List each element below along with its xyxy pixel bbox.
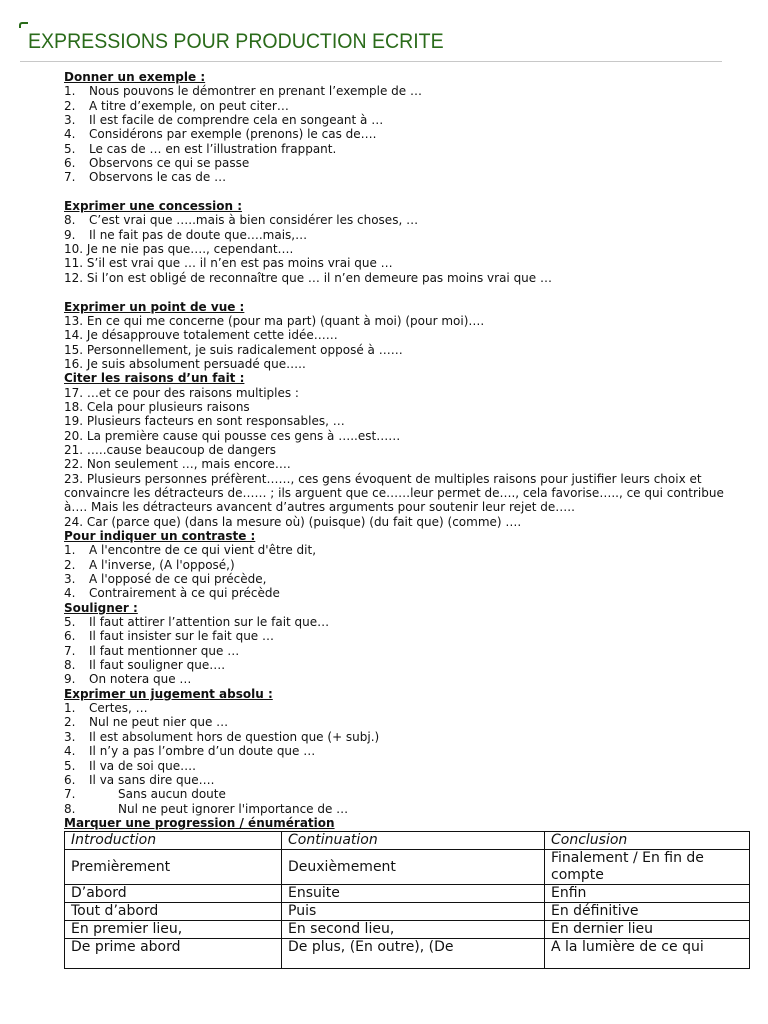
list-item: 1. A l'encontre de ce qui vient d'être dit,: [64, 543, 317, 558]
section-title-jugement: Exprimer un jugement absolu :: [64, 686, 273, 701]
section-title-progression: Marquer une progression / énumération: [64, 815, 335, 830]
table-cell: A la lumière de ce qui: [545, 939, 750, 969]
table-cell: De plus, (En outre), (De: [282, 939, 545, 969]
table-cell: Finalement / En fin de compte: [545, 850, 750, 885]
table-row: [65, 850, 750, 885]
title-divider: [20, 61, 722, 62]
table-cell: En définitive: [545, 903, 750, 921]
list-item: 23. Plusieurs personnes préfèrent……, ces gens évoquent de multiples raisons pour justifier leurs choix et convaincre les détracteurs de…… ; ils arguent que ce……leur permet de…., cela favorise….., ce qui contribue à…. Mais les détracteurs avancent d’autres arguments pour soutenir leur rejet de…..: [64, 471, 724, 515]
spacer: [64, 185, 744, 199]
list-item: 9. Il ne fait pas de doute que….mais,…: [64, 227, 308, 242]
list-item: 10. Je ne nie pas que…., cependant….: [64, 242, 294, 257]
list-item: 8. Nul ne peut ignorer l'importance de …: [64, 801, 349, 816]
list-item: 3. Il est facile de comprendre cela en songeant à …: [64, 113, 384, 128]
list-item: 2. A l'inverse, (A l'opposé,): [64, 557, 235, 572]
table-header-row: [65, 832, 750, 850]
list-item: 8. Il faut souligner que….: [64, 658, 226, 673]
table-cell: Puis: [282, 903, 545, 921]
list-item: 15. Personnellement, je suis radicalement opposé à ……: [64, 342, 403, 357]
list-item: 2. A titre d’exemple, on peut citer…: [64, 98, 289, 113]
document-body: [64, 70, 744, 969]
table-header-cell: Conclusion: [545, 832, 750, 850]
list-item: 8. C’est vrai que …..mais à bien considérer les choses, …: [64, 213, 419, 228]
list-item: 2. Nul ne peut nier que …: [64, 715, 229, 730]
table-row: [65, 903, 750, 921]
list-item: 3. Il est absolument hors de question que (+ subj.): [64, 729, 380, 744]
section-title-concession: Exprimer une concession :: [64, 199, 243, 214]
section-title-contraste: Pour indiquer un contraste :: [64, 529, 256, 543]
list-item: 4. Contrairement à ce qui précède: [64, 586, 280, 601]
list-item: 16. Je suis absolument persuadé que…..: [64, 356, 306, 371]
section-title-exemple: Donner un exemple :: [64, 70, 206, 84]
list-item: 12. Si l’on est obligé de reconnaître que … il n’en demeure pas moins vrai que …: [64, 270, 552, 285]
list-item: 1. Certes, …: [64, 701, 148, 716]
list-item: 5. Il faut attirer l’attention sur le fait que…: [64, 615, 330, 630]
list-item: 4. Considérons par exemple (prenons) le cas de….: [64, 127, 377, 142]
table-header-cell: Continuation: [282, 832, 545, 850]
table-row: [65, 885, 750, 903]
list-item: 17. …et ce pour des raisons multiples :: [64, 385, 299, 400]
list-item: 3. A l'opposé de ce qui précède,: [64, 572, 267, 587]
list-item: 18. Cela pour plusieurs raisons: [64, 399, 250, 414]
table-cell: Deuxièmement: [282, 850, 545, 885]
table-cell: De prime abord: [65, 939, 282, 969]
list-item: 4. Il n’y a pas l’ombre d’un doute que …: [64, 744, 316, 759]
table-cell: Tout d’abord: [65, 903, 282, 921]
list-item: 11. S’il est vrai que … il n’en est pas moins vrai que …: [64, 256, 393, 271]
title-decoration: [19, 22, 28, 28]
table-cell: Enfin: [545, 885, 750, 903]
section-title-souligner: Souligner :: [64, 600, 138, 615]
list-item: 24. Car (parce que) (dans la mesure où) (puisque) (du fait que) (comme) ….: [64, 514, 522, 529]
list-item: 9. On notera que …: [64, 672, 192, 687]
list-item: 6. Il va sans dire que….: [64, 772, 215, 787]
list-item: 7. Observons le cas de …: [64, 170, 227, 185]
table-cell: Premièrement: [65, 850, 282, 885]
list-item: 7. Il faut mentionner que …: [64, 643, 240, 658]
table-cell: D’abord: [65, 885, 282, 903]
table-cell: En premier lieu,: [65, 921, 282, 939]
section-title-raisons: Citer les raisons d’un fait :: [64, 371, 245, 386]
table-row: [65, 939, 750, 969]
list-item: 13. En ce qui me concerne (pour ma part) (quant à moi) (pour moi)….: [64, 313, 485, 328]
list-item: 5. Le cas de … en est l’illustration frappant.: [64, 141, 337, 156]
list-item: 21. …..cause beaucoup de dangers: [64, 442, 277, 457]
table-cell: En second lieu,: [282, 921, 545, 939]
table-row: [65, 921, 750, 939]
progression-table: [64, 831, 750, 969]
list-item: 20. La première cause qui pousse ces gens à …..est……: [64, 428, 401, 443]
table-cell: Ensuite: [282, 885, 545, 903]
list-item: 19. Plusieurs facteurs en sont responsables, …: [64, 414, 345, 429]
section-title-point-de-vue: Exprimer un point de vue :: [64, 299, 245, 314]
list-item: 6. Observons ce qui se passe: [64, 156, 250, 171]
page-title: EXPRESSIONS POUR PRODUCTION ECRITE: [28, 30, 444, 53]
list-item: 6. Il faut insister sur le fait que …: [64, 629, 274, 644]
spacer: [64, 285, 744, 299]
table-cell: En dernier lieu: [545, 921, 750, 939]
list-item: 22. Non seulement …, mais encore….: [64, 457, 291, 472]
list-item: 1. Nous pouvons le démontrer en prenant l’exemple de …: [64, 84, 422, 99]
table-header-cell: Introduction: [65, 832, 282, 850]
list-item: 7. Sans aucun doute: [64, 787, 226, 802]
list-item: 5. Il va de soi que….: [64, 758, 196, 773]
list-item: 14. Je désapprouve totalement cette idée……: [64, 328, 338, 343]
